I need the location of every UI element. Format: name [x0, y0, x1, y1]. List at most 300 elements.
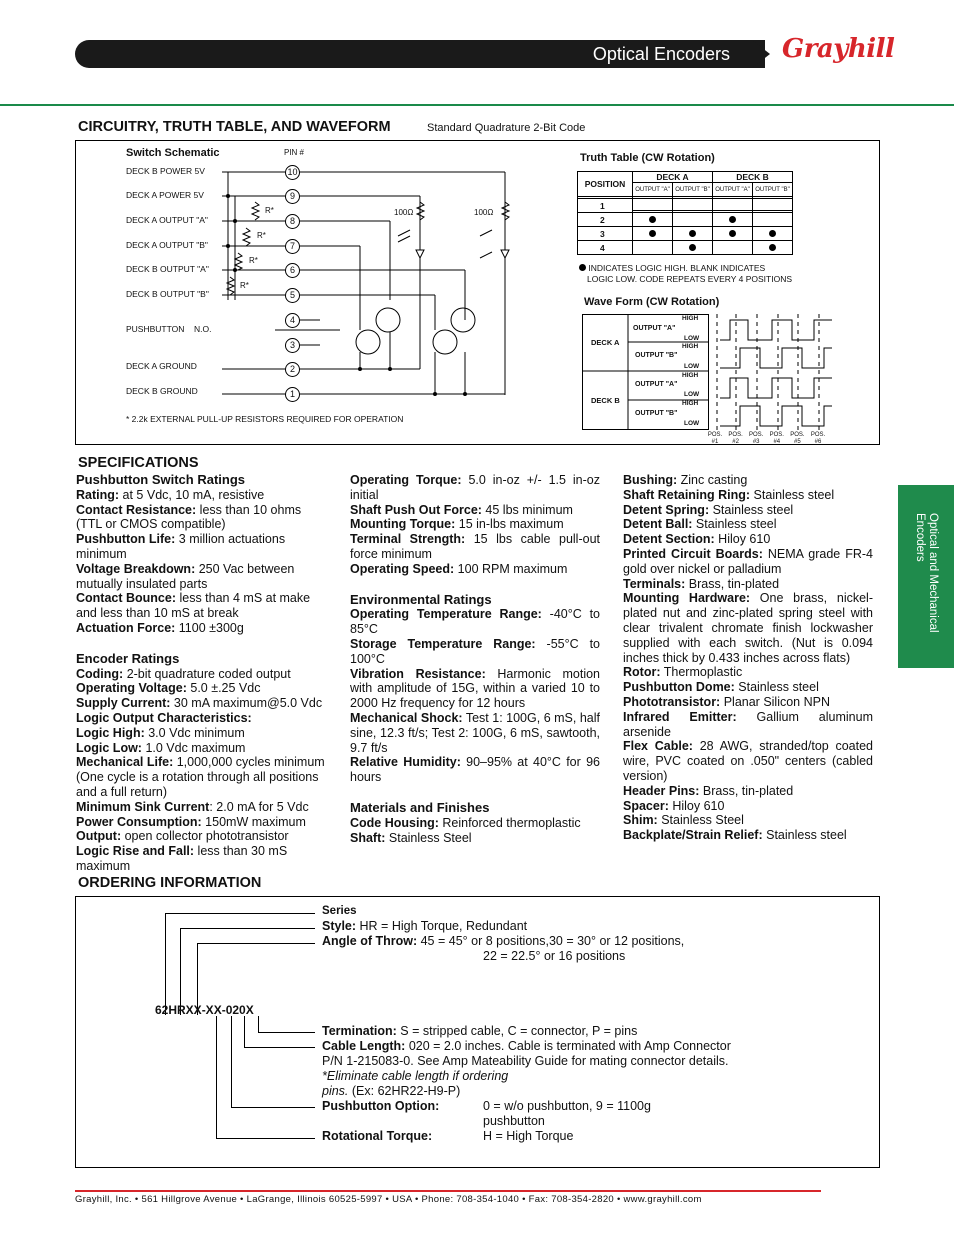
cable-value: 020 = 2.0 inches. Cable is terminated with Amp Connector	[408, 1039, 731, 1053]
spec-item	[350, 667, 600, 711]
spec-item	[623, 680, 873, 695]
wave-position-label	[706, 432, 724, 446]
truth-cell	[713, 227, 753, 241]
spec-value: 5.0 ±.25 Vdc	[186, 681, 261, 696]
resistor-100-label: 100Ω	[394, 208, 414, 217]
label-deck-b-ground: DECK B GROUND	[126, 386, 198, 396]
spec-key: Pushbutton Life:	[76, 532, 176, 547]
spec-item	[623, 710, 873, 740]
spec-value: Stainless steel	[762, 828, 847, 843]
materials-heading: Materials and Finishes	[350, 799, 490, 815]
schematic-footnote: * 2.2k EXTERNAL PULL-UP RESISTORS REQUIRED FOR OPERATION	[126, 414, 404, 424]
truth-cell	[673, 199, 713, 213]
pin-3: 3	[285, 338, 300, 353]
environmental-ratings-heading: Environmental Ratings	[350, 591, 492, 607]
truth-note-line-1: INDICATES LOGIC HIGH. BLANK INDICATES	[588, 263, 766, 273]
wave-high: HIGH	[682, 315, 699, 322]
spec-value: 100 RPM maximum	[454, 561, 568, 576]
materials-list	[350, 816, 600, 846]
resistor-label: R*	[240, 281, 249, 290]
spec-key: Header Pins:	[623, 783, 700, 798]
wave-pos-number: #5	[794, 439, 801, 445]
spec-value: less than 30 mS maximum	[76, 844, 288, 873]
spec-value: at 5 Vdc, 10 mA, resistive	[119, 487, 265, 502]
pushbutton-ratings-heading: Pushbutton Switch Ratings	[76, 472, 245, 487]
wave-position-label	[768, 432, 786, 446]
termination-row	[322, 1024, 637, 1039]
cable-value-2: P/N 1-215083-0. See Amp Mateability Guide for mating connector details.	[322, 1054, 729, 1068]
spec-item	[350, 637, 600, 667]
spec-key: Operating Speed:	[350, 561, 455, 576]
label-deck-a-output-b: DECK A OUTPUT "B"	[126, 240, 208, 250]
spec-item	[350, 562, 600, 577]
spec-item	[76, 532, 330, 562]
specs-column-3	[623, 473, 873, 843]
spec-item	[623, 532, 873, 547]
wave-position-label	[809, 432, 827, 446]
pin-7: 7	[285, 239, 300, 254]
bracket-line	[197, 943, 315, 944]
spec-item	[76, 488, 330, 503]
spec-key: Logic High:	[76, 725, 145, 740]
truth-note-line-2: LOGIC LOW. CODE REPEATS EVERY 4 POSITIONS	[587, 274, 793, 284]
spec-item	[350, 517, 600, 532]
position-cell: 3	[578, 227, 633, 241]
spec-item	[76, 696, 330, 711]
bracket-line	[258, 1016, 259, 1032]
spec-item	[623, 488, 873, 503]
spec-key: Logic Low:	[76, 740, 142, 755]
spec-key: Pushbutton Dome:	[623, 680, 735, 695]
wave-out-b: OUTPUT "B"	[635, 352, 678, 359]
materials-list-continued	[623, 473, 873, 843]
spec-item	[623, 517, 873, 532]
spec-item	[623, 828, 873, 843]
truth-cell	[673, 241, 713, 255]
spec-key: Code Housing:	[350, 815, 439, 830]
spec-value: 5.0 in-oz +/- 1.5 in-oz initial	[350, 473, 600, 502]
footer-rule	[75, 1190, 821, 1192]
resistor-100-label: 100Ω	[474, 208, 494, 217]
spec-key: Minimum Sink Current	[76, 799, 210, 814]
spec-key: Storage Temperature Range:	[350, 636, 536, 651]
circuit-subheading: Standard Quadrature 2-Bit Code	[427, 122, 586, 134]
col-deck-a: DECK A	[633, 172, 713, 183]
spec-item	[76, 815, 330, 830]
spec-item	[76, 711, 330, 726]
spec-item	[623, 577, 873, 592]
spec-item	[350, 831, 600, 846]
spec-item	[623, 591, 873, 665]
spec-item	[350, 532, 600, 562]
logic-high-dot-icon	[689, 244, 696, 251]
truth-cell	[753, 227, 793, 241]
logic-high-dot-icon	[649, 216, 656, 223]
wave-deck-a: DECK A	[591, 338, 620, 347]
spec-item	[350, 503, 600, 518]
termination-key: Termination:	[322, 1024, 397, 1038]
truth-table-rows	[577, 198, 793, 255]
ordering-heading: ORDERING INFORMATION	[78, 875, 262, 891]
wave-pos-prefix: POS.	[728, 432, 743, 438]
label-deck-b-output-b: DECK B OUTPUT "B"	[126, 289, 209, 299]
truth-cell	[673, 213, 713, 227]
wave-pos-prefix: POS.	[790, 432, 805, 438]
spec-key: Voltage Breakdown:	[76, 561, 196, 576]
wave-high: HIGH	[682, 400, 699, 407]
spec-value: less than 10 ohms (TTL or CMOS compatible)	[76, 502, 302, 532]
spec-value: Brass, tin-plated	[699, 783, 794, 798]
truth-cell	[713, 241, 753, 255]
series-label: Series	[322, 905, 357, 917]
spec-item	[623, 784, 873, 799]
truth-cell	[673, 227, 713, 241]
encoder-ratings-list	[76, 667, 330, 874]
wave-low: LOW	[684, 391, 700, 398]
wave-out-a: OUTPUT "A"	[633, 325, 676, 332]
spec-value: Stainless Steel	[385, 830, 472, 845]
spec-value: 2-bit quadrature coded output	[123, 666, 291, 681]
position-cell: 4	[578, 241, 633, 255]
spec-item	[350, 816, 600, 831]
spec-value: Stainless Steel	[657, 813, 744, 828]
table-row	[578, 241, 793, 255]
spec-item	[76, 741, 330, 756]
resistor-label: R*	[265, 206, 274, 215]
spec-item	[76, 591, 330, 621]
wave-deck-b: DECK B	[591, 396, 620, 405]
spec-value: NEMA grade FR-4 gold over nickel or palladium	[623, 546, 873, 576]
label-normally-open: N.O.	[194, 324, 212, 334]
side-tab-label: Optical and Mechanical Encoders	[914, 513, 939, 633]
wave-pos-number: #6	[814, 439, 822, 445]
pin-4: 4	[285, 313, 300, 328]
cable-row	[322, 1039, 731, 1054]
spec-item	[623, 813, 873, 828]
spec-key: Terminals:	[623, 576, 686, 591]
wave-pos-number: #4	[773, 439, 781, 445]
schematic-title: Switch Schematic	[126, 147, 220, 159]
specs-column-1	[76, 473, 330, 874]
spec-key: Detent Ball:	[623, 517, 693, 532]
spec-value: Thermoplastic	[660, 665, 743, 680]
spec-value: open collector phototransistor	[121, 829, 289, 844]
wave-pos-number: #3	[752, 439, 760, 445]
rotational-key: Rotational Torque:	[322, 1129, 433, 1143]
rotational-value: H = High Torque	[483, 1129, 574, 1143]
bracket-line	[165, 913, 166, 1015]
spec-item	[76, 667, 330, 682]
pushbutton-ratings-list	[76, 488, 330, 636]
wave-high: HIGH	[682, 372, 699, 379]
bracket-line	[258, 1032, 315, 1033]
angle-row	[322, 934, 684, 949]
wave-low: LOW	[684, 363, 700, 370]
spec-key: Vibration Resistance:	[350, 666, 486, 681]
position-cell: 1	[578, 199, 633, 213]
spec-item	[350, 607, 600, 637]
spec-value: Harmonic motion with amplitude of 15G, within a varied 10 to 2000 Hz frequency for 12 hours	[350, 666, 601, 711]
spec-item	[623, 665, 873, 680]
angle-key: Angle of Throw:	[322, 934, 418, 948]
wave-position-label	[747, 432, 765, 446]
spec-key: Infrared Emitter:	[623, 709, 737, 724]
page-title: Optical Encoders	[592, 44, 730, 64]
table-row	[578, 227, 793, 241]
spec-key: Flex Cable:	[623, 739, 693, 754]
angle-value-2: 22 = 22.5° or 16 positions	[483, 949, 626, 963]
position-cell: 2	[578, 213, 633, 227]
spec-item	[76, 621, 330, 636]
grayhill-logo: Grayhill	[782, 34, 895, 64]
wave-position-label	[727, 432, 745, 446]
spec-value: -55°C to 100°C	[350, 636, 600, 666]
table-row	[578, 199, 793, 213]
spec-key: Logic Output Characteristics:	[76, 710, 252, 725]
spec-value: 30 mA maximum@5.0 Vdc	[170, 696, 323, 711]
spec-item	[76, 726, 330, 741]
circuit-heading: CIRCUITRY, TRUTH TABLE, AND WAVEFORM	[78, 119, 391, 135]
pin-5: 5	[285, 288, 300, 303]
spec-item	[350, 711, 600, 755]
truth-cell	[633, 213, 673, 227]
truth-table-body	[577, 198, 793, 255]
spec-key: Contact Resistance:	[76, 502, 197, 517]
bracket-line	[244, 1016, 245, 1047]
wave-high: HIGH	[682, 343, 699, 350]
pin-header: PIN #	[284, 148, 305, 157]
label-deck-a-ground: DECK A GROUND	[126, 361, 197, 371]
spec-key: Shim:	[623, 813, 658, 828]
cable-note-1: *Eliminate cable length if ordering	[322, 1069, 509, 1083]
truth-cell	[753, 199, 793, 213]
spec-key: Detent Spring:	[623, 502, 710, 517]
spec-key: Mechanical Life:	[76, 755, 174, 770]
spec-item	[76, 800, 330, 815]
spec-value: Stainless steel	[734, 680, 819, 695]
spec-key: Mounting Torque:	[350, 517, 456, 532]
logic-high-dot-icon	[729, 216, 736, 223]
angle-value: 45 = 45° or 8 positions,30 = 30° or 12 positions,	[420, 934, 685, 948]
spec-value: Hiloy 610	[714, 532, 771, 547]
spec-item	[76, 755, 330, 799]
truth-cell	[713, 199, 753, 213]
spec-key: Logic Rise and Fall:	[76, 844, 195, 859]
wave-pos-number: #2	[732, 439, 739, 445]
waveform-diagram	[580, 312, 840, 452]
cable-note-row	[322, 1084, 460, 1099]
wave-position-label	[788, 432, 806, 446]
logic-high-dot-icon	[729, 230, 736, 237]
cable-note-2: pins.	[322, 1084, 349, 1098]
label-deck-a-power: DECK A POWER 5V	[126, 190, 204, 200]
spec-key: Operating Voltage:	[76, 681, 187, 696]
spec-value: 150mW maximum	[201, 814, 306, 829]
pushbutton-value-2: pushbutton	[483, 1114, 545, 1128]
spec-key: Spacer:	[623, 798, 669, 813]
spec-value: Brass, tin-plated	[685, 576, 780, 591]
spec-key: Contact Bounce:	[76, 591, 176, 606]
spec-item	[623, 695, 873, 710]
style-key: Style:	[322, 919, 357, 933]
spec-item	[623, 739, 873, 783]
spec-value: Reinforced thermoplastic	[438, 815, 581, 830]
spec-value: Planar Silicon NPN	[720, 694, 830, 709]
truth-table-title: Truth Table (CW Rotation)	[580, 152, 715, 164]
spec-key: Mechanical Shock:	[350, 710, 463, 725]
spec-value: 1,000,000 cycles minimum (One cycle is a rotation through all positions and a full return)	[76, 755, 325, 799]
spec-value: 90–95% at 40°C for 96 hours	[350, 755, 600, 785]
logic-high-dot-icon	[579, 264, 586, 271]
spec-key: Rating:	[76, 487, 120, 502]
spec-item	[76, 681, 330, 696]
spec-key: Shaft Push Out Force:	[350, 502, 482, 517]
pin-1: 1	[285, 387, 300, 402]
spec-key: Power Consumption:	[76, 814, 202, 829]
bracket-line	[180, 928, 315, 929]
spec-value: 250 Vac between mutually insulated parts	[76, 561, 295, 591]
spec-item	[350, 755, 600, 785]
spec-value: Test 1: 100G, 6 mS, half sine, 12.3 ft/s; Test 2: 100G, 6 mS, sawtooth, 9.7 ft/s	[350, 710, 600, 755]
spec-value: 45 lbs minimum	[481, 502, 573, 517]
specs-heading: SPECIFICATIONS	[78, 455, 199, 471]
col-out-b: OUTPUT "B"	[673, 183, 713, 197]
spec-value: Gallium aluminum arsenide	[623, 709, 873, 739]
spec-value: -40°C to 85°C	[350, 607, 601, 637]
spec-item	[350, 473, 600, 503]
col-out-a: OUTPUT "A"	[713, 183, 753, 197]
spec-item	[623, 503, 873, 518]
footer-address: Grayhill, Inc. • 561 Hillgrove Avenue • LaGrange, Illinois 60525-5997 • USA • Phone: 708-354-1040 • Fax: 708-354-2820 • www.grayhill.com	[75, 1194, 702, 1205]
spec-key: Bushing:	[623, 473, 678, 487]
bracket-line	[244, 1047, 315, 1048]
label-deck-b-output-a: DECK B OUTPUT "A"	[126, 264, 209, 274]
spec-value: 3 million actuations minimum	[76, 532, 286, 561]
bracket-line	[216, 1016, 217, 1138]
spec-value: Zinc casting	[677, 473, 748, 487]
spec-key: Phototransistor:	[623, 694, 721, 709]
spec-item	[76, 829, 330, 844]
truth-cell	[633, 199, 673, 213]
spec-key: Rotor:	[623, 665, 661, 680]
spec-key: Shaft Retaining Ring:	[623, 487, 751, 502]
spec-value: 1100 ±300g	[175, 620, 244, 635]
spec-value: 3.0 Vdc minimum	[144, 725, 245, 740]
spec-item	[76, 844, 330, 874]
wave-out-b: OUTPUT "B"	[635, 410, 678, 417]
logic-high-dot-icon	[769, 230, 776, 237]
spec-item	[623, 799, 873, 814]
spec-key: Detent Section:	[623, 532, 715, 547]
spec-key: Actuation Force:	[76, 620, 176, 635]
col-out-a: OUTPUT "A"	[633, 183, 673, 197]
style-value: HR = High Torque, Redundant	[359, 919, 528, 933]
spec-key: Output:	[76, 829, 122, 844]
wave-pos-prefix: POS.	[749, 432, 764, 438]
wave-low: LOW	[684, 335, 700, 342]
label-deck-b-power: DECK B POWER 5V	[126, 166, 205, 176]
spec-key: Mounting Hardware:	[623, 591, 751, 606]
resistor-label: R*	[257, 231, 266, 240]
spec-value: Stainless steel	[692, 517, 777, 532]
bracket-line	[231, 1107, 315, 1108]
style-row	[322, 919, 527, 934]
spec-value: Stainless steel	[709, 502, 794, 517]
cable-key: Cable Length:	[322, 1039, 406, 1053]
spec-item	[76, 503, 330, 533]
pin-10: 10	[285, 165, 300, 180]
pushbutton-value: 0 = w/o pushbutton, 9 = 1100g	[483, 1099, 651, 1113]
logic-high-dot-icon	[769, 244, 776, 251]
spec-value: 1.0 Vdc maximum	[141, 740, 246, 755]
bracket-line	[216, 1138, 315, 1139]
table-row	[578, 213, 793, 227]
logic-high-dot-icon	[689, 230, 696, 237]
termination-value: S = stripped cable, C = connector, P = pins	[400, 1024, 638, 1038]
pin-8: 8	[285, 214, 300, 229]
environmental-ratings-list	[350, 607, 600, 785]
truth-cell	[753, 241, 793, 255]
bracket-line	[231, 1016, 232, 1107]
wave-pos-prefix: POS.	[707, 432, 723, 438]
spec-key: Operating Temperature Range:	[350, 607, 542, 622]
pin-6: 6	[285, 263, 300, 278]
label-deck-a-output-a: DECK A OUTPUT "A"	[126, 215, 208, 225]
spec-value: less than 4 mS at make and less than 10 mS at break	[76, 591, 311, 621]
spec-item	[76, 562, 330, 592]
bracket-line	[165, 913, 315, 914]
mechanical-ratings-list	[350, 473, 600, 577]
pushbutton-key: Pushbutton Option:	[322, 1099, 440, 1113]
pin-2: 2	[285, 362, 300, 377]
spec-key: Printed Circuit Boards:	[623, 546, 763, 561]
spec-value: 28 AWG, stranded/top coated wire, PVC coated on .050" centers (cabled version)	[623, 739, 874, 783]
truth-cell	[633, 227, 673, 241]
spec-value: Hiloy 610	[668, 798, 725, 813]
truth-cell	[753, 213, 793, 227]
waveform-title: Wave Form (CW Rotation)	[584, 296, 720, 308]
spec-value: 15 lbs cable pull-out force minimum	[350, 532, 601, 561]
logic-high-dot-icon	[649, 230, 656, 237]
cable-note-3: (Ex: 62HR22-H9-P)	[351, 1084, 461, 1098]
col-out-b: OUTPUT "B"	[753, 183, 793, 197]
spec-value: One brass, nickel-plated nut and zinc-plated spring steel with clear trivalent chromate finish lockwasher supplied with each switch. (Nut is 0.094 inches thick by 0.433 inches across flats)	[623, 591, 873, 665]
truth-note	[579, 263, 765, 273]
spec-item	[623, 473, 873, 488]
wave-pos-number: #1	[711, 439, 719, 445]
spec-value: : 2.0 mA for 5 Vdc	[209, 799, 309, 814]
col-deck-b: DECK B	[713, 172, 793, 183]
spec-key: Shaft:	[350, 830, 386, 845]
spec-key: Coding:	[76, 666, 124, 681]
spec-value: Stainless steel	[750, 487, 835, 502]
spec-key: Relative Humidity:	[350, 755, 461, 770]
spec-key: Terminal Strength:	[350, 532, 466, 547]
specs-column-2	[350, 473, 600, 845]
wave-pos-prefix: POS.	[769, 432, 784, 438]
col-position: POSITION	[578, 172, 633, 197]
label-pushbutton: PUSHBUTTON	[126, 324, 185, 334]
truth-cell	[633, 241, 673, 255]
encoder-ratings-heading: Encoder Ratings	[76, 650, 180, 666]
spec-value: 15 in-lbs maximum	[455, 517, 564, 532]
part-number: 62HRXX-XX-020X	[155, 1003, 254, 1017]
truth-cell	[713, 213, 753, 227]
wave-pos-prefix: POS.	[810, 432, 826, 438]
resistor-label: R*	[249, 256, 258, 265]
wave-out-a: OUTPUT "A"	[635, 381, 678, 388]
spec-key: Backplate/Strain Relief:	[623, 828, 763, 843]
